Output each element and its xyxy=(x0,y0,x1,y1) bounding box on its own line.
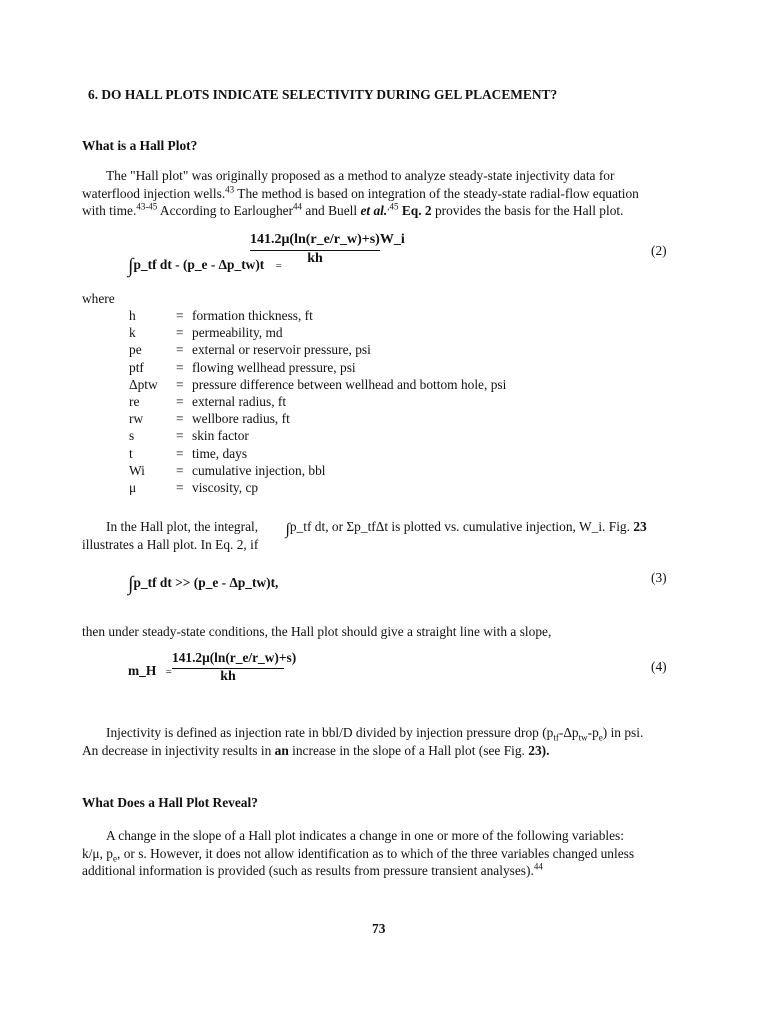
definition-text: flowing wellhead pressure, psi xyxy=(192,359,356,375)
eq2-denominator: kh xyxy=(307,251,323,266)
definition-text: time, days xyxy=(192,445,248,461)
para1-line1: The "Hall plot" was originally proposed as a method to analyze steady-state injectivity data for xyxy=(106,168,615,183)
reference-43: 43 xyxy=(225,184,235,195)
para5-l2b: , or s. However, it does not allow identification as to which of the three variables changed unless xyxy=(117,845,635,861)
para4-l1b: -Δp xyxy=(558,725,579,740)
definition-equals: = xyxy=(176,325,184,341)
eq2-numerator: 141.2μ(ln(r_e/r_w)+s)W_i xyxy=(250,232,405,247)
reference-43-45: 43-45 xyxy=(136,201,158,212)
definition-equals: = xyxy=(176,359,184,375)
para1-l2a: waterflood injection wells. xyxy=(82,185,226,201)
integral-sign-eq3: ∫ xyxy=(128,573,134,595)
definition-symbol: t xyxy=(129,445,133,461)
definition-equals: = xyxy=(176,376,184,392)
definition-symbol: μ xyxy=(129,479,137,495)
definition-symbol: Δptw xyxy=(129,376,158,392)
definition-symbol: Wi xyxy=(129,462,145,478)
definition-text: cumulative injection, bbl xyxy=(192,462,326,478)
eq4-lhs-text: m_H xyxy=(128,663,157,678)
definition-row xyxy=(129,410,506,427)
definition-row xyxy=(129,445,506,462)
para1-line3 xyxy=(82,202,680,220)
para4-l2a: An decrease in injectivity results in xyxy=(82,742,275,758)
definition-equals: = xyxy=(176,462,184,478)
definition-text: pressure difference between wellhead and bottom hole, psi xyxy=(192,376,507,392)
definition-text: formation thickness, ft xyxy=(192,308,313,323)
definition-symbol: s xyxy=(129,428,135,444)
para4-an: an xyxy=(274,742,289,758)
para4-l1c: -p xyxy=(587,725,599,740)
para1-l3c: and Buell xyxy=(302,203,361,218)
para2-line1 xyxy=(82,518,680,536)
paragraph-slope-change xyxy=(82,827,680,880)
sub-e-2: e xyxy=(113,853,117,864)
reference-44: 44 xyxy=(293,201,303,212)
para4-l2b: increase in the slope of a Hall plot (see Fig. xyxy=(288,742,529,758)
eq2-lhs-text: p_tf dt - (p_e - Δp_tw)t xyxy=(133,257,265,272)
para1-l3b: According to Earlougher xyxy=(157,203,294,218)
eq-2-ref: Eq. 2 xyxy=(398,203,432,218)
definition-row xyxy=(129,307,506,324)
definition-equals: = xyxy=(176,428,184,444)
definition-row xyxy=(129,341,506,358)
definition-equals: = xyxy=(176,479,184,495)
para4-line2 xyxy=(82,742,682,760)
subheading-what-does-hall-plot-reveal: What Does a Hall Plot Reveal? xyxy=(82,795,258,810)
para1-l3d: provides the basis for the Hall plot. xyxy=(431,203,624,218)
definitions-list xyxy=(129,307,506,496)
definition-row xyxy=(129,359,506,376)
para2-l1b: , or Σp_tfΔt is plotted vs. cumulative injection, W_i. Fig. xyxy=(325,519,630,534)
definition-row xyxy=(129,324,506,341)
paragraph-slope: then under steady-state conditions, the Hall plot should give a straight line with a slope, xyxy=(82,624,552,639)
paragraph-hall-plot-integral xyxy=(82,518,680,553)
fig-23-ref: 23 xyxy=(633,519,647,534)
definition-text: external or reservoir pressure, psi xyxy=(192,342,371,358)
definition-symbol: pe xyxy=(129,342,142,358)
paragraph-intro xyxy=(82,167,680,220)
eq4-equals: = xyxy=(165,666,172,678)
para4-l1a: Injectivity is defined as injection rate in bbl/D divided by injection pressure drop (p xyxy=(106,725,554,740)
equation-4-lhs xyxy=(128,663,172,679)
definition-row xyxy=(129,427,506,444)
definition-row xyxy=(129,462,506,479)
para5-l2a: k/μ, p xyxy=(82,845,113,861)
paragraph-injectivity xyxy=(82,724,682,759)
para4-line1 xyxy=(82,724,682,742)
definition-text: skin factor xyxy=(192,428,249,444)
definition-equals: = xyxy=(176,445,184,461)
definition-symbol: rw xyxy=(129,411,144,427)
equation-3-number: (3) xyxy=(651,570,667,585)
definition-equals: = xyxy=(176,393,184,409)
definition-symbol: k xyxy=(129,325,136,341)
integral-sign: ∫ xyxy=(128,255,134,277)
definition-text: wellbore radius, ft xyxy=(192,411,290,427)
para2-line2: illustrates a Hall plot. In Eq. 2, if xyxy=(82,536,259,552)
para5-line3 xyxy=(82,862,680,880)
section-title: 6. DO HALL PLOTS INDICATE SELECTIVITY DURING GEL PLACEMENT? xyxy=(88,87,558,102)
reference-44-b: 44 xyxy=(533,861,543,872)
integral-inline-icon: ∫ xyxy=(285,521,290,538)
definition-row xyxy=(129,479,506,496)
eq3-text: p_tf dt >> (p_e - Δp_tw)t, xyxy=(133,575,279,590)
fig-23-ref-2: 23). xyxy=(528,742,550,758)
sub-tw: tw xyxy=(578,732,588,743)
para5-l3: additional information is provided (such as results from pressure transient analyses). xyxy=(82,863,534,878)
definition-symbol: re xyxy=(129,393,140,409)
definition-equals: = xyxy=(176,342,184,358)
para5-line1: A change in the slope of a Hall plot indicates a change in one or more of the following variables: xyxy=(106,828,624,843)
subheading-what-is-hall-plot: What is a Hall Plot? xyxy=(82,138,198,153)
equation-2-fraction xyxy=(250,232,405,267)
where-label: where xyxy=(82,291,115,306)
eq4-numerator: 141.2μ(ln(r_e/r_w)+s) xyxy=(172,650,297,665)
para2-integral: p_tf dt xyxy=(289,519,326,534)
definition-text: external radius, ft xyxy=(192,393,287,409)
equation-3 xyxy=(128,570,278,593)
eq4-denominator: kh xyxy=(220,669,236,684)
definition-equals: = xyxy=(176,308,184,323)
definition-equals: = xyxy=(176,411,184,427)
sub-tf: tf xyxy=(553,732,559,743)
definition-row xyxy=(129,376,506,393)
para2-l1a: In the Hall plot, the integral, xyxy=(106,519,259,534)
para1-l2b: The method is based on integration of the steady-state radial-flow equation xyxy=(234,185,639,201)
definition-symbol: ptf xyxy=(129,359,144,375)
reference-45: ,45 xyxy=(387,201,399,212)
sub-e: e xyxy=(598,732,603,743)
equation-4-number: (4) xyxy=(651,659,667,674)
definition-symbol: h xyxy=(129,308,136,323)
et-al: et al. xyxy=(360,203,388,218)
page-number: 73 xyxy=(372,921,386,936)
eq2-equals: = xyxy=(275,260,282,272)
equation-2-number: (2) xyxy=(651,243,667,258)
para1-l3a: with time. xyxy=(82,203,137,218)
definition-row xyxy=(129,393,506,410)
definition-text: viscosity, cp xyxy=(192,479,259,495)
para5-line2 xyxy=(82,845,680,863)
equation-4-fraction xyxy=(172,650,297,685)
para4-l1d: ) in psi. xyxy=(602,725,644,740)
para1-line2 xyxy=(82,185,680,203)
definition-text: permeability, md xyxy=(192,325,283,341)
